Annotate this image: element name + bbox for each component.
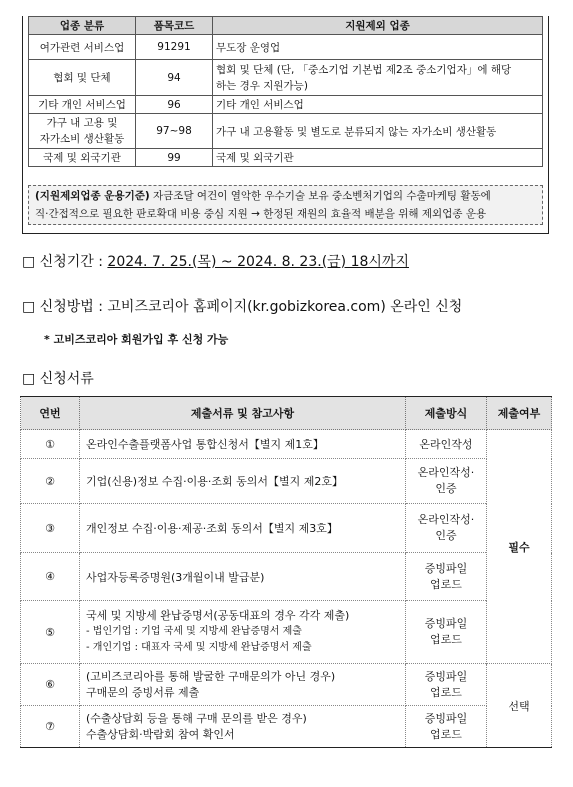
row-number: ③ xyxy=(21,504,80,553)
category-cell: 기타 개인 서비스업 xyxy=(29,96,136,114)
doc-line: 국세 및 지방세 완납증명서(공동대표의 경우 각각 제출) xyxy=(86,609,350,622)
method-cell xyxy=(406,459,487,504)
doc-cell: 개인정보 수집·이용·제공·조회 동의서【별지 제3호】 xyxy=(80,504,406,553)
method-note: * 고비즈코리아 회원가입 후 신청 가능 xyxy=(44,333,229,346)
table-row xyxy=(21,664,552,706)
header-no: 연번 xyxy=(21,397,80,430)
desc-cell: 가구 내 고용활동 및 별도로 분류되지 않는 자가소비 생산활동 xyxy=(213,114,543,149)
exclusion-note xyxy=(28,185,543,225)
period-line xyxy=(22,251,409,271)
row-number: ① xyxy=(21,430,80,459)
table-row xyxy=(21,601,552,664)
row-number: ⑤ xyxy=(21,601,80,664)
category-cell: 국제 및 외국기관 xyxy=(29,149,136,167)
code-cell: 99 xyxy=(136,149,213,167)
desc-cell: 무도장 운영업 xyxy=(213,35,543,60)
doc-line: - 법인기업 : 기업 국세 및 지방세 완납증명서 제출 xyxy=(86,626,302,637)
doc-cell: 사업자등록증명원(3개월이내 발급분) xyxy=(80,553,406,601)
exclusion-header-row xyxy=(29,17,543,35)
method-cell xyxy=(406,601,487,664)
table-row xyxy=(21,553,552,601)
required-cell: 필수 xyxy=(487,430,552,664)
method-line: 온라인작성· xyxy=(417,513,475,526)
checkbox-icon: □ xyxy=(22,371,36,387)
exclusion-box xyxy=(22,16,549,234)
method-line: 업로드 xyxy=(430,633,462,646)
header-required: 제출여부 xyxy=(487,397,552,430)
header-docs: 제출서류 및 참고사항 xyxy=(80,397,406,430)
doc-line: (고비즈코리아를 통해 발굴한 구매문의가 아닌 경우) xyxy=(86,669,336,683)
desc-cell: 기타 개인 서비스업 xyxy=(213,96,543,114)
table-row xyxy=(29,35,543,60)
table-row xyxy=(29,149,543,167)
desc-cell: 국제 및 외국기관 xyxy=(213,149,543,167)
table-row xyxy=(21,706,552,748)
category-cell: 협회 및 단체 xyxy=(29,60,136,96)
table-row xyxy=(21,459,552,504)
row-number: ④ xyxy=(21,553,80,601)
code-cell: 96 xyxy=(136,96,213,114)
row-number: ② xyxy=(21,459,80,504)
checkbox-icon: □ xyxy=(22,254,36,270)
method-cell xyxy=(406,553,487,601)
row-number: ⑦ xyxy=(21,706,80,748)
method-label: 신청방법 : 고비즈코리아 홈페이지(kr.gobizkorea.com) 온라인 신청 xyxy=(39,299,463,315)
method-line: 증빙파일 xyxy=(424,617,468,630)
method-cell xyxy=(406,664,487,706)
docs-table xyxy=(20,396,552,748)
method-cell xyxy=(406,706,487,748)
method-cell xyxy=(406,504,487,553)
method-line: 인증 xyxy=(435,482,457,495)
row-number: ⑥ xyxy=(21,664,80,706)
doc-cell xyxy=(80,601,406,664)
exclusion-table xyxy=(28,16,543,167)
doc-line: - 개인기업 : 대표자 국세 및 지방세 완납증명서 제출 xyxy=(86,642,312,653)
period-label: 신청기간 : xyxy=(39,254,108,270)
doc-line: 수출상담회·박람회 참여 확인서 xyxy=(86,727,235,741)
checkbox-icon: □ xyxy=(22,299,36,315)
method-line: 업로드 xyxy=(430,577,462,591)
doc-cell: 온라인수출플랫폼사업 통합신청서【별지 제1호】 xyxy=(80,430,406,459)
desc-line: 하는 경우 지원가능) xyxy=(216,79,308,92)
doc-cell: 기업(신용)정보 수집·이용·조회 동의서【별지 제2호】 xyxy=(80,459,406,504)
method-cell: 온라인작성 xyxy=(406,430,487,459)
code-cell: 91291 xyxy=(136,35,213,60)
period-value: 2024. 7. 25.(목) ~ 2024. 8. 23.(금) 18시까지 xyxy=(107,254,409,270)
table-row xyxy=(21,504,552,553)
method-line: 증빙파일 xyxy=(424,561,468,575)
doc-line: 구매문의 증빙서류 제출 xyxy=(86,685,200,699)
method-line: 업로드 xyxy=(430,685,462,699)
method-line: 업로드 xyxy=(430,727,462,741)
category-cell: 여가관련 서비스업 xyxy=(29,35,136,60)
docs-header-row xyxy=(21,397,552,430)
category-line: 자가소비 생산활동 xyxy=(39,133,125,145)
note-label: (지원제외업종 운용기준) xyxy=(35,190,150,202)
optional-cell: 선택 xyxy=(487,664,552,748)
method-line: 증빙파일 xyxy=(424,711,468,725)
desc-cell xyxy=(213,60,543,96)
method-line: 증빙파일 xyxy=(424,669,468,683)
header-category: 업종 분류 xyxy=(29,17,136,35)
header-code: 품목코드 xyxy=(136,17,213,35)
category-line: 가구 내 고용 및 xyxy=(46,117,118,129)
docs-section-line xyxy=(22,368,94,388)
code-cell: 94 xyxy=(136,60,213,96)
docs-section-label: 신청서류 xyxy=(39,371,94,387)
header-excluded-industry: 지원제외 업종 xyxy=(213,17,543,35)
doc-cell xyxy=(80,664,406,706)
note-line: 직·간접적으로 필요한 판로확대 비용 중심 지원 → 한정된 재원의 효율적 배분을 위해 제외업종 운용 xyxy=(35,208,487,220)
method-line xyxy=(22,296,462,316)
category-cell xyxy=(29,114,136,149)
table-row xyxy=(29,60,543,96)
doc-cell xyxy=(80,706,406,748)
header-method: 제출방식 xyxy=(406,397,487,430)
code-cell: 97~98 xyxy=(136,114,213,149)
doc-line: (수출상담회 등을 통해 구매 문의를 받은 경우) xyxy=(86,711,307,725)
table-row xyxy=(21,430,552,459)
desc-line: 협회 및 단체 (단, 「중소기업 기본법 제2조 중소기업자」에 해당 xyxy=(216,63,512,76)
table-row xyxy=(29,114,543,149)
note-line xyxy=(35,187,536,205)
method-line: 온라인작성· xyxy=(417,466,475,479)
method-line: 인증 xyxy=(435,529,457,542)
note-text: 자금조달 여건이 열악한 우수기술 보유 중소벤처기업의 수출마케팅 활동에 xyxy=(149,190,491,202)
table-row xyxy=(29,96,543,114)
